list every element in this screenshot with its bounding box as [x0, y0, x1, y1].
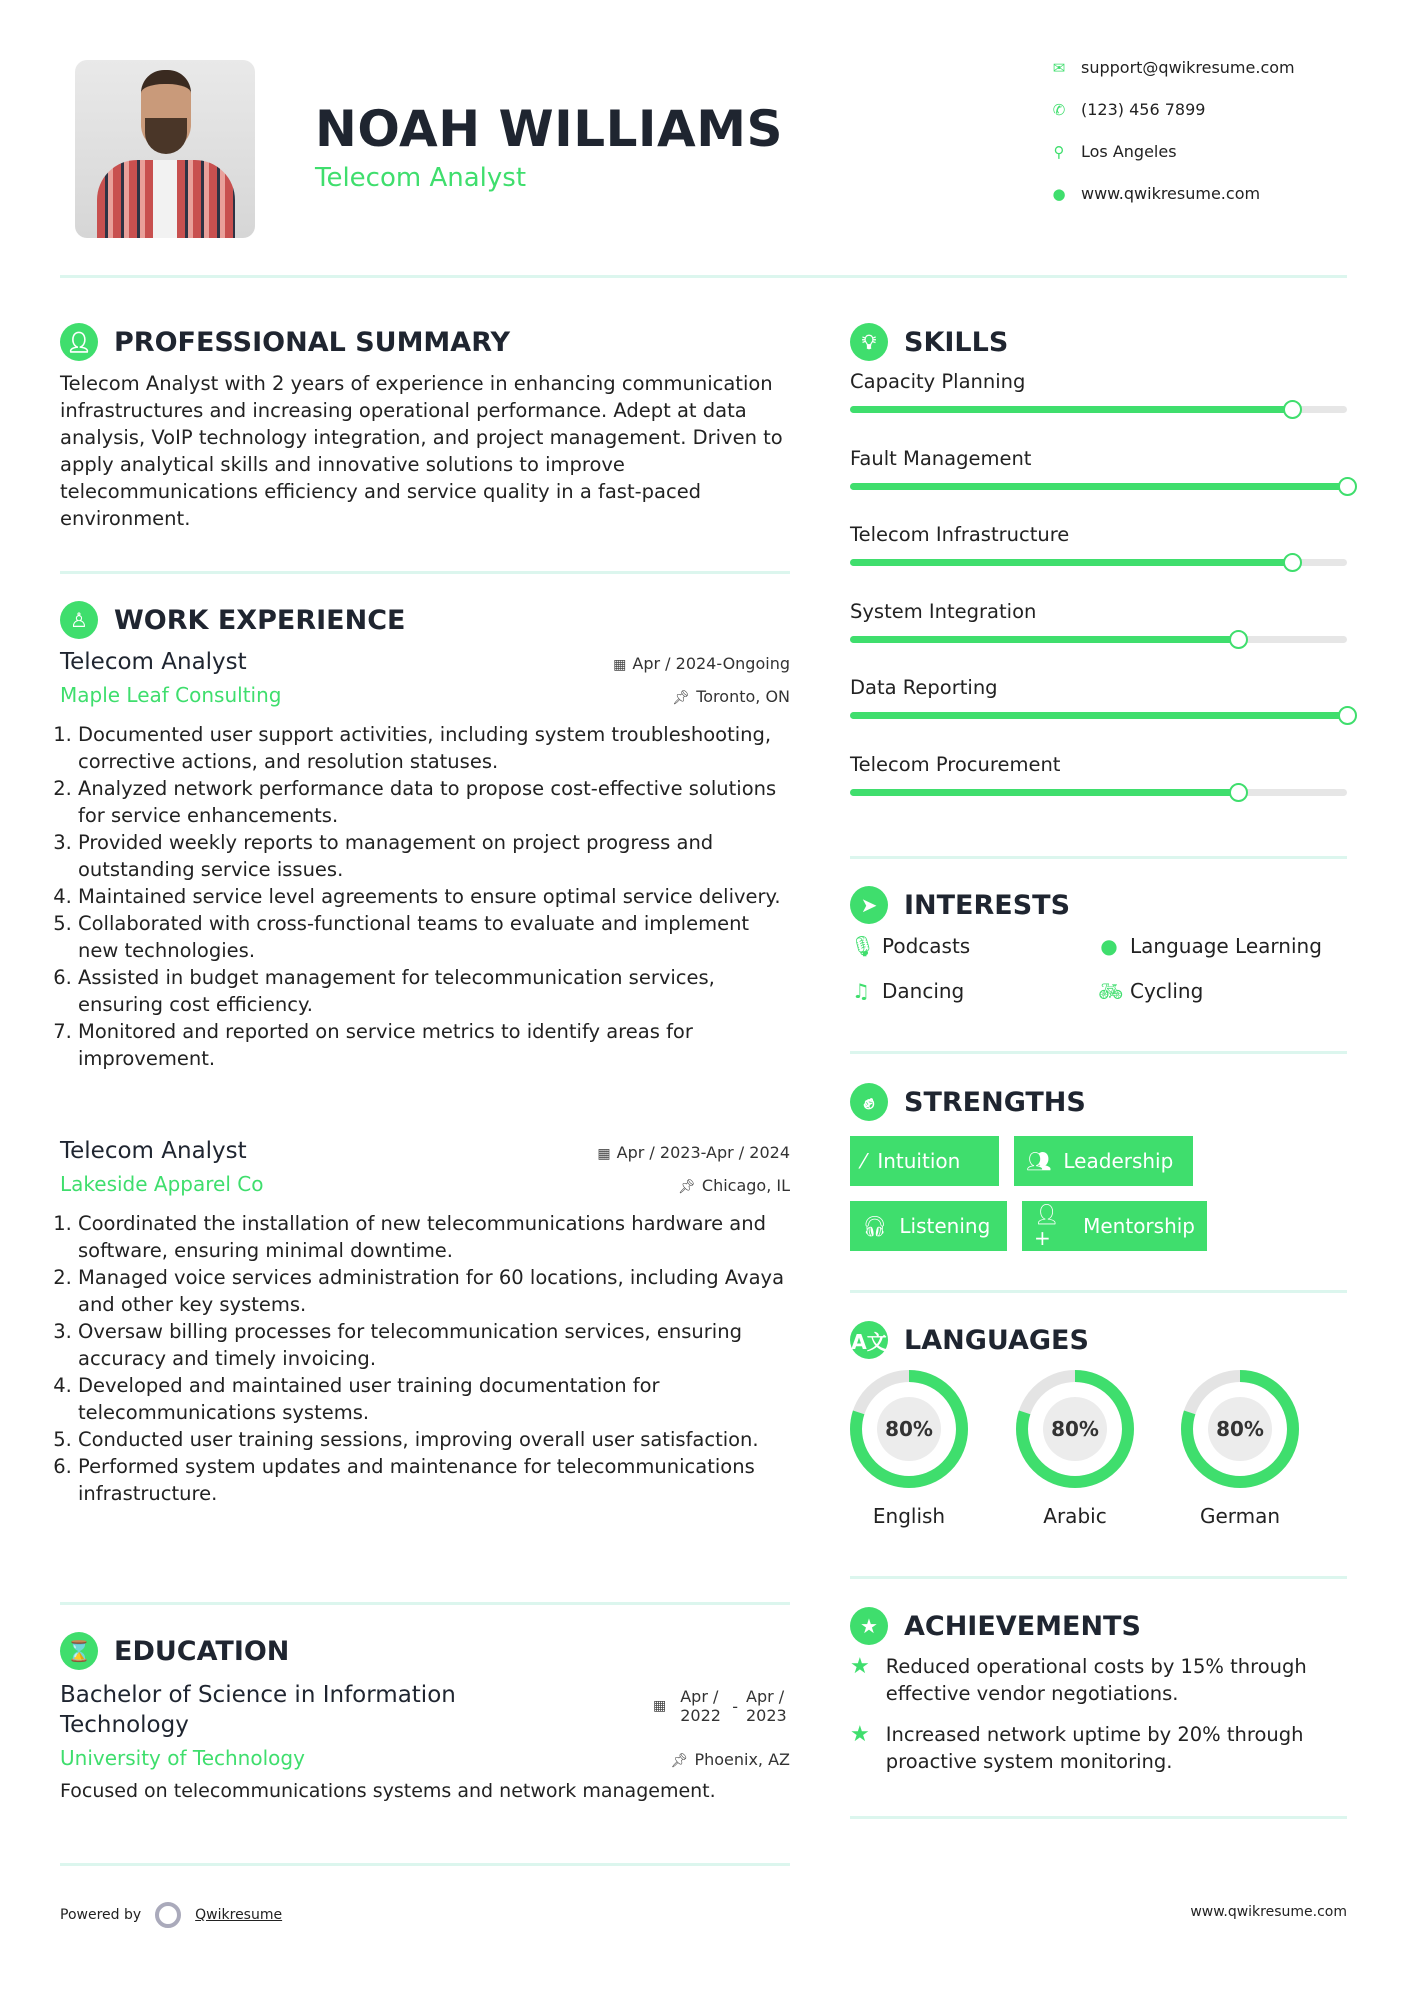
skill-level-knob [1338, 477, 1357, 496]
section-heading: LANGUAGES [904, 1324, 1089, 1356]
duty-item: 1. Documented user support activities, including system troubleshooting, corrective actions, and resolution statuses. [78, 721, 790, 775]
skill-level-knob [1283, 553, 1302, 572]
skill-level-bar [850, 636, 1347, 643]
language-percent: 80% [1216, 1417, 1264, 1441]
footer-website[interactable]: www.qwikresume.com [1190, 1904, 1347, 1920]
language-icon: A文 [850, 1321, 888, 1359]
duty-item: 5. Conducted user training sessions, improving overall user satisfaction. [78, 1426, 790, 1453]
globe-icon: ● [1052, 184, 1066, 203]
section-heading: INTERESTS [904, 889, 1071, 921]
work-experience-section [60, 601, 790, 1072]
star-icon: ★ [850, 1722, 870, 1747]
pin-icon: 📌︎ [670, 1753, 689, 1769]
candidate-title: Telecom Analyst [315, 163, 527, 193]
contact-website[interactable] [1051, 184, 1260, 203]
contact-website-text: www.qwikresume.com [1081, 184, 1261, 203]
phone-icon: ✆ [1052, 100, 1066, 119]
strength-label: Intuition [877, 1149, 961, 1173]
contact-location-text: Los Angeles [1081, 142, 1177, 161]
language-donut [1013, 1367, 1137, 1491]
strength-badge [1022, 1201, 1207, 1251]
map-marker-icon: ⚲ [1053, 142, 1065, 161]
pin-icon: 📌︎ [672, 690, 691, 706]
contact-phone-text: (123) 456 7899 [1081, 100, 1206, 119]
section-divider [60, 1602, 790, 1605]
duty-item: 4. Developed and maintained user training documentation for telecommunications systems. [78, 1372, 790, 1426]
duty-item: 4. Maintained service level agreements to ensure optimal service delivery. [78, 883, 790, 910]
achievement-item [850, 1653, 1347, 1707]
job-date: Apr / 2024-Ongoing [632, 654, 790, 673]
skill-level-fill [850, 406, 1292, 413]
envelope-icon: ✉ [1052, 58, 1066, 77]
skill-item [850, 599, 1347, 676]
skill-level-fill [850, 789, 1238, 796]
section-heading: EDUCATION [114, 1635, 290, 1667]
calendar-icon: ▦ [652, 1698, 667, 1714]
section-divider [850, 1816, 1347, 1819]
skill-level-bar [850, 483, 1347, 490]
star-icon: ★ [850, 1654, 870, 1679]
edu-location: Phoenix, AZ [694, 1750, 790, 1769]
profile-photo [75, 60, 255, 238]
edu-description: Focused on telecommunications systems and network management. [60, 1780, 716, 1802]
job-location: Toronto, ON [696, 687, 790, 706]
duty-item: 2. Analyzed network performance data to propose cost-effective solutions for service enhancements. [78, 775, 790, 829]
skill-level-bar [850, 789, 1347, 796]
interest-item [1098, 934, 1322, 958]
interest-item [850, 979, 964, 1003]
achievement-text: Increased network uptime by 20% through proactive system monitoring. [885, 1723, 1304, 1773]
headphones-icon: 🎧︎ [862, 1214, 888, 1238]
skill-item [850, 752, 1347, 829]
skill-level-knob [1338, 706, 1357, 725]
powered-by-text: Powered by [60, 1907, 142, 1923]
briefcase-icon: ♙ [60, 601, 98, 639]
globe-icon: ● [1100, 934, 1118, 958]
section-divider [850, 1051, 1347, 1054]
summary-text: Telecom Analyst with 2 years of experience in enhancing communication infrastructures and increasing operational performance. Adept at data analysis, VoIP technology integration, and project management. Driven to apply analytical skills and innovative solutions to improve telecommunications efficiency and service quality in a fast-paced environment. [60, 372, 783, 530]
skill-level-knob [1283, 400, 1302, 419]
skill-item [850, 369, 1347, 446]
skill-level-bar [850, 559, 1347, 566]
interest-label: Language Learning [1130, 934, 1322, 958]
star-icon: ★ [850, 1607, 888, 1645]
section-heading: ACHIEVEMENTS [904, 1610, 1141, 1642]
duty-item: 6. Assisted in budget management for telecommunication services, ensuring cost efficiency. [78, 964, 790, 1018]
music-icon: ♫ [852, 979, 870, 1003]
company-name: Lakeside Apparel Co [60, 1172, 264, 1196]
brand-link[interactable]: Qwikresume [195, 1907, 283, 1923]
edu-date-sep: - [732, 1696, 738, 1716]
section-divider [60, 571, 790, 574]
microphone-icon: 🎙︎ [850, 934, 876, 958]
footer-powered [60, 1902, 282, 1928]
strength-badge [850, 1201, 1007, 1251]
skill-name: Fault Management [850, 446, 1032, 470]
duty-item: 2. Managed voice services administration for 60 locations, including Avaya and other key systems. [78, 1264, 790, 1318]
strength-label: Mentorship [1083, 1214, 1195, 1238]
interest-item [850, 934, 970, 958]
section-divider [850, 1290, 1347, 1293]
strength-badge [1014, 1136, 1193, 1186]
header-divider [60, 275, 1347, 278]
degree-title: Bachelor of Science in Information Technology [60, 1682, 456, 1738]
users-icon: 👥︎ [1026, 1149, 1052, 1173]
qwikresume-logo-icon [155, 1902, 181, 1928]
section-heading: STRENGTHS [904, 1086, 1086, 1118]
contact-phone [1051, 100, 1205, 119]
skill-name: Data Reporting [850, 676, 998, 699]
skill-level-knob [1229, 630, 1248, 649]
bicycle-icon: 🚲︎ [1098, 979, 1124, 1003]
section-heading: PROFESSIONAL SUMMARY [114, 326, 511, 358]
duty-item: 7. Monitored and reported on service metrics to identify areas for improvement. [78, 1018, 790, 1072]
lightbulb-icon: 💡︎ [850, 323, 888, 361]
job-title: Telecom Analyst [60, 649, 247, 675]
interests-section [850, 886, 1347, 1026]
user-plus-icon: 👤︎+ [1034, 1202, 1060, 1250]
strength-badge [850, 1136, 999, 1186]
education-section [60, 1632, 790, 1805]
contact-email[interactable] [1051, 58, 1295, 77]
job-entry [60, 1138, 790, 1507]
achievement-text: Reduced operational costs by 15% through effective vendor negotiations. [885, 1655, 1307, 1705]
skill-level-fill [850, 712, 1347, 719]
strength-label: Leadership [1063, 1149, 1174, 1173]
language-donut [1178, 1367, 1302, 1491]
skill-item [850, 522, 1347, 599]
achievement-item [850, 1721, 1347, 1775]
language-donut [847, 1367, 971, 1491]
pin-icon: 📌︎ [678, 1179, 696, 1195]
section-divider [850, 856, 1347, 859]
language-percent: 80% [885, 1417, 933, 1441]
language-name: English [872, 1504, 946, 1528]
user-icon: 👤︎ [60, 323, 98, 361]
interest-label: Podcasts [882, 934, 971, 958]
strengths-section [850, 1083, 1347, 1263]
skill-name: Telecom Procurement [850, 752, 1061, 776]
section-divider [850, 1576, 1347, 1579]
edu-date-start: Apr / 2022 [680, 1687, 721, 1725]
job-duties [60, 721, 790, 1072]
job-title: Telecom Analyst [60, 1138, 247, 1164]
contact-email-text: support@qwikresume.com [1081, 58, 1295, 77]
duty-item: 1. Coordinated the installation of new telecommunications hardware and software, ensuring minimal downtime. [78, 1210, 790, 1264]
section-divider [60, 1863, 790, 1866]
job-duties [60, 1210, 790, 1507]
interest-item [1098, 979, 1203, 1003]
fist-icon: ✊︎ [850, 1083, 888, 1121]
job-entry [60, 649, 790, 1072]
contact-location [1051, 142, 1177, 161]
calendar-icon: ▦ [597, 1146, 611, 1162]
calendar-icon: ▦ [613, 657, 627, 673]
job-location: Chicago, IL [701, 1176, 790, 1195]
school-name: University of Technology [60, 1746, 305, 1770]
language-name: Arabic [1043, 1504, 1107, 1528]
strength-label: Listening [899, 1214, 991, 1238]
skill-item [850, 446, 1347, 523]
job-date: Apr / 2023-Apr / 2024 [616, 1143, 790, 1162]
duty-item: 3. Oversaw billing processes for telecommunication services, ensuring accuracy and timely invoicing. [78, 1318, 790, 1372]
skill-level-bar [850, 406, 1347, 413]
achievements-section [850, 1607, 1347, 1775]
interest-label: Cycling [1130, 979, 1204, 1003]
skills-section [850, 323, 1347, 828]
duty-item: 3. Provided weekly reports to management on project progress and outstanding service issues. [78, 829, 790, 883]
graduate-icon: ⌛ [60, 1632, 98, 1670]
skill-name: Capacity Planning [850, 370, 1026, 393]
interest-label: Dancing [882, 979, 965, 1003]
professional-summary-section [60, 323, 790, 532]
duty-item: 6. Performed system updates and maintenance for telecommunications infrastructure. [78, 1453, 790, 1507]
skill-level-knob [1229, 783, 1248, 802]
section-heading: WORK EXPERIENCE [114, 604, 406, 636]
skill-level-bar [850, 712, 1347, 719]
skill-name: System Integration [850, 599, 1037, 623]
candidate-name: NOAH WILLIAMS [315, 100, 783, 158]
languages-section [850, 1321, 1347, 1541]
skill-level-fill [850, 483, 1347, 490]
language-percent: 80% [1051, 1417, 1099, 1441]
duty-item: 5. Collaborated with cross-functional teams to evaluate and implement new technologies. [78, 910, 790, 964]
skill-level-fill [850, 559, 1292, 566]
magic-wand-icon: ⁄ [862, 1149, 866, 1173]
skill-level-fill [850, 636, 1238, 643]
section-heading: SKILLS [904, 326, 1009, 358]
paper-plane-icon: ➤ [850, 886, 888, 924]
edu-date-end: Apr / 2023 [746, 1687, 787, 1725]
skill-item [850, 675, 1347, 752]
skill-name: Telecom Infrastructure [850, 523, 1070, 546]
language-name: German [1199, 1504, 1281, 1528]
company-name: Maple Leaf Consulting [60, 683, 282, 707]
